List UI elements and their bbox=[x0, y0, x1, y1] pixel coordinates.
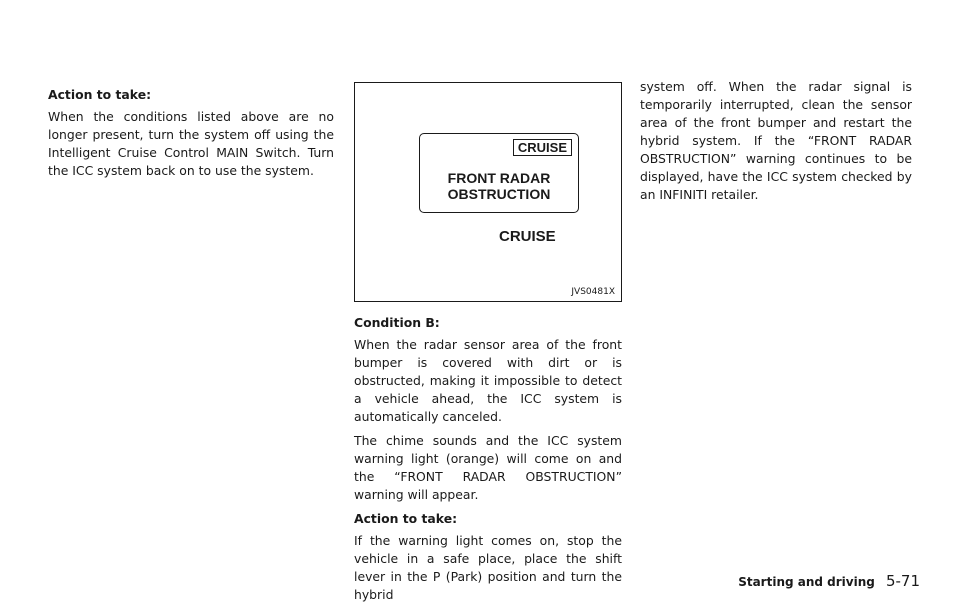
continued-paragraph: system off. When the radar signal is temporarily interrupted, clean the sensor area of the front bumper and restart the hybrid system. If the “FRONT RADAR OBSTRUCTION” warning continues to be displayed, have the ICC system checked by an INFINITI retailer. bbox=[640, 79, 912, 202]
action-heading-2: Action to take: bbox=[354, 511, 458, 526]
figure-code: JVS0481X bbox=[571, 287, 615, 297]
text-column-3 bbox=[640, 78, 912, 210]
cruise-label-boxed: CRUISE bbox=[513, 139, 572, 156]
text-column-1 bbox=[48, 86, 334, 186]
warning-display-figure bbox=[354, 82, 622, 302]
condition-b-paragraph: When the radar sensor area of the front bumper is covered with dirt or is obstructed, making it impossible to detect a vehicle ahead, the ICC system is automatically canceled. bbox=[354, 337, 622, 424]
display-panel bbox=[419, 133, 579, 213]
action-paragraph: When the conditions listed above are no longer present, turn the system off using the Intelligent Cruise Control MAIN Switch. Turn the ICC system back on to use the system. bbox=[48, 109, 334, 178]
warning-light-paragraph: If the warning light comes on, stop the vehicle in a safe place, place the shift lever in the P (Park) position and turn the hybrid bbox=[354, 533, 622, 602]
page-footer bbox=[738, 571, 920, 590]
text-column-2 bbox=[354, 314, 622, 610]
message-line-2: OBSTRUCTION bbox=[447, 186, 551, 202]
cruise-indicator: CRUISE bbox=[499, 228, 556, 245]
condition-b-heading: Condition B: bbox=[354, 315, 440, 330]
chime-paragraph: The chime sounds and the ICC system warning light (orange) will come on and the “FRONT RADAR OBSTRUCTION” warning will appear. bbox=[354, 433, 622, 502]
page-number: 5-71 bbox=[885, 572, 920, 590]
message-line-1: FRONT RADAR bbox=[447, 170, 551, 186]
footer-section-title: Starting and driving bbox=[738, 575, 875, 589]
front-radar-obstruction-message bbox=[420, 170, 578, 202]
action-heading: Action to take: bbox=[48, 87, 152, 102]
